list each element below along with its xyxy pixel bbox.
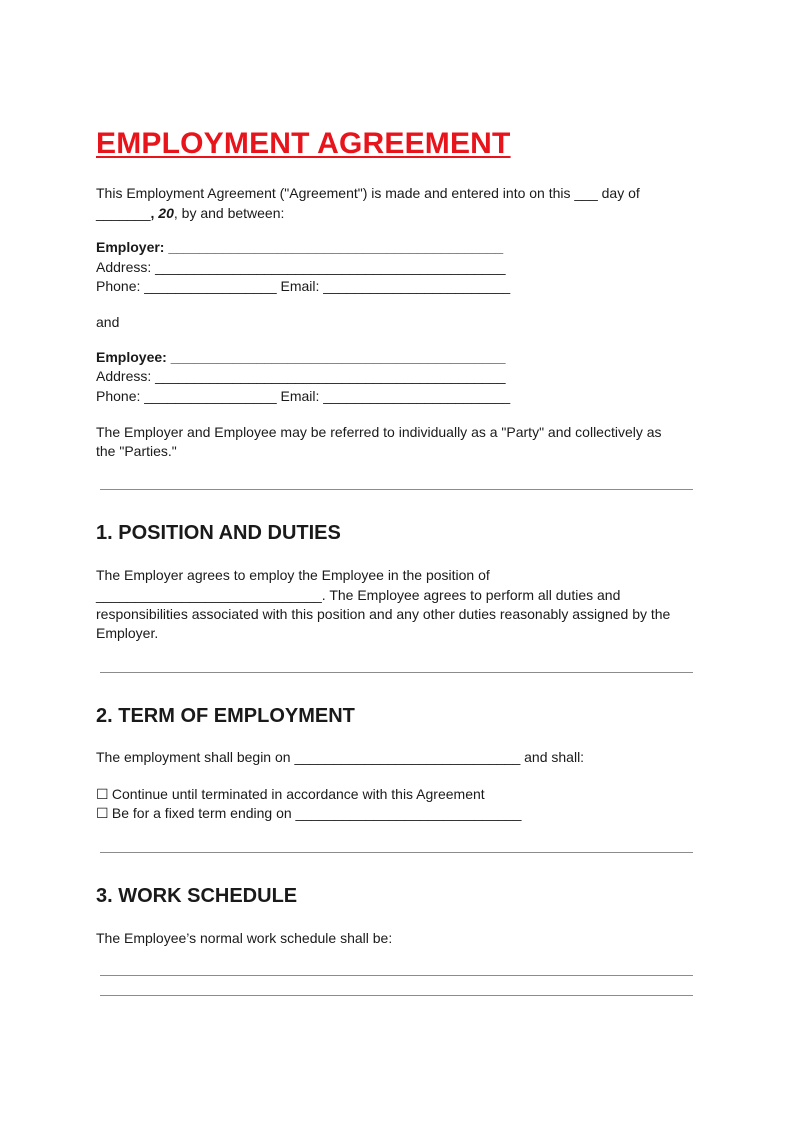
section-3-heading: 3. WORK SCHEDULE bbox=[96, 885, 298, 907]
employee-label: Employee: bbox=[96, 349, 167, 365]
section-1-line-2[interactable]: _____________________________. The Employee agrees to perform all duties and bbox=[96, 587, 621, 603]
employee-name-blank[interactable]: ___________________________________________ bbox=[166, 349, 506, 365]
section-1-line-1: The Employer agrees to employ the Employee in the position of bbox=[96, 567, 490, 583]
schedule-blank-line-2[interactable] bbox=[100, 995, 693, 996]
parties-line-1: The Employer and Employee may be referred to individually as a "Party" and collectively as bbox=[96, 424, 662, 440]
term-option-continue-label: Continue until terminated in accordance with this Agreement bbox=[108, 786, 485, 802]
employer-name-line bbox=[96, 238, 503, 258]
section-divider bbox=[100, 489, 693, 490]
section-2-line-1[interactable]: The employment shall begin on _____________________________ and shall: bbox=[96, 749, 585, 765]
section-1-line-4: Employer. bbox=[96, 625, 159, 641]
date-blank[interactable]: _______ bbox=[96, 205, 151, 221]
checkbox-continue[interactable]: ☐ bbox=[96, 786, 109, 802]
document-title: EMPLOYMENT AGREEMENT bbox=[96, 127, 511, 160]
employee-phone-email-line[interactable]: Phone: _________________ Email: ________________________ bbox=[96, 388, 511, 404]
intro-line-2: _______, 20, by and between: bbox=[96, 205, 285, 221]
checkbox-fixed-term[interactable]: ☐ bbox=[96, 805, 109, 821]
employer-label: Employer: bbox=[96, 239, 165, 255]
term-option-continue bbox=[96, 785, 485, 805]
parties-line-2: the "Parties." bbox=[96, 443, 177, 459]
section-3-line-1: The Employee’s normal work schedule shall be: bbox=[96, 930, 393, 946]
section-divider bbox=[100, 852, 693, 853]
and-text: and bbox=[96, 314, 120, 330]
employee-name-line bbox=[96, 348, 506, 368]
schedule-blank-line-1[interactable] bbox=[100, 975, 693, 976]
employer-phone-email-line[interactable]: Phone: _________________ Email: ________________________ bbox=[96, 278, 511, 294]
section-divider bbox=[100, 672, 693, 673]
section-1-heading: 1. POSITION AND DUTIES bbox=[96, 522, 341, 544]
section-2-heading: 2. TERM OF EMPLOYMENT bbox=[96, 705, 355, 727]
year-prefix: 20 bbox=[158, 205, 174, 221]
term-option-fixed bbox=[96, 804, 521, 824]
section-1-line-3: responsibilities associated with this position and any other duties reasonably assigned by the bbox=[96, 606, 671, 622]
employer-name-blank[interactable]: ___________________________________________ bbox=[164, 239, 504, 255]
employee-address-line[interactable]: Address: _____________________________________________ bbox=[96, 368, 506, 384]
term-option-fixed-label[interactable]: Be for a fixed term ending on _____________________________ bbox=[108, 805, 522, 821]
intro-line-1: This Employment Agreement ("Agreement") is made and entered into on this ___ day of bbox=[96, 185, 640, 201]
employer-address-line[interactable]: Address: _____________________________________________ bbox=[96, 259, 506, 275]
